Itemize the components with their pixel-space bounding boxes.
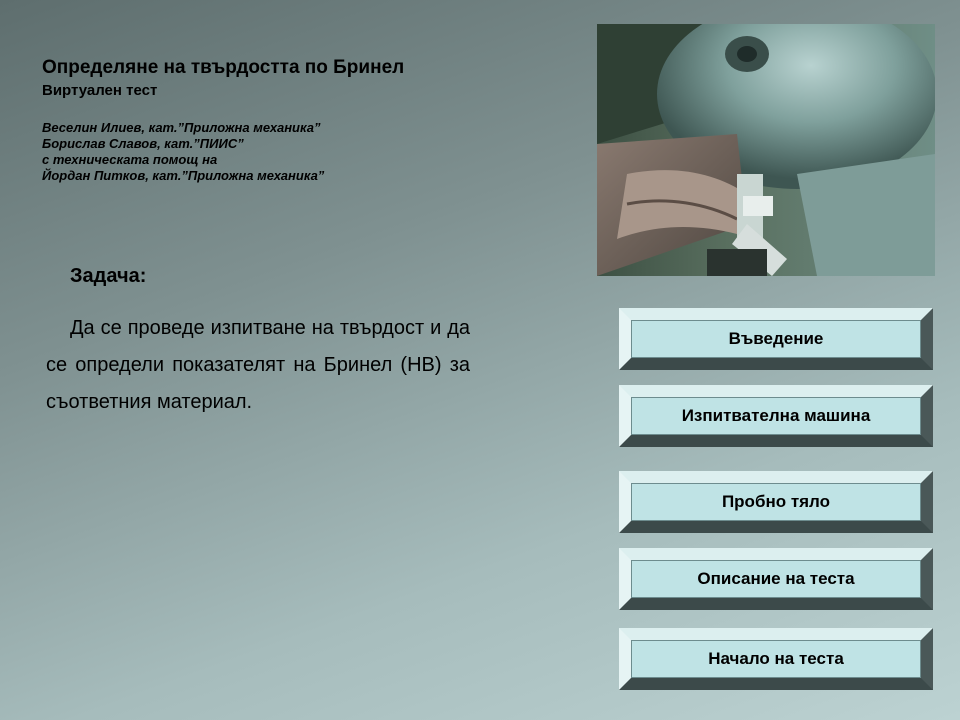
start-test-button-face[interactable]	[631, 640, 921, 678]
start-test-button[interactable]	[619, 628, 933, 690]
intro-button[interactable]	[619, 308, 933, 370]
specimen-button-label: Пробно тяло	[721, 492, 831, 511]
page-subtitle: Виртуален тест	[42, 82, 158, 99]
author-line: Йордан Питков, кат.”Приложна механика”	[42, 168, 325, 183]
task-heading: Задача:	[70, 265, 147, 287]
intro-button-face[interactable]	[631, 320, 921, 358]
brinell-machine-photo	[597, 24, 935, 276]
test-description-button[interactable]	[619, 548, 933, 610]
authors-block	[42, 120, 562, 184]
testing-machine-button[interactable]	[619, 385, 933, 447]
test-description-button-face[interactable]	[631, 560, 921, 598]
testing-machine-button-face[interactable]	[631, 397, 921, 435]
machine-photo-image	[597, 24, 935, 276]
author-line: Борислав Славов, кат.”ПИИС”	[42, 136, 244, 151]
task-description: Да се проведе изпитване на твърдост и да се определи показателят на Бринел (НВ) за съответния материал.	[46, 317, 470, 413]
header	[42, 56, 562, 184]
specimen-button-face[interactable]	[631, 483, 921, 521]
testing-machine-button-label: Изпитвателна машина	[681, 406, 871, 425]
specimen-button[interactable]	[619, 471, 933, 533]
page-title: Определяне на твърдостта по Бринел	[42, 57, 405, 78]
intro-button-label: Въведение	[728, 329, 824, 348]
author-line: Веселин Илиев, кат.”Приложна механика”	[42, 120, 321, 135]
test-description-button-label: Описание на теста	[697, 569, 855, 588]
author-line: с техническата помощ на	[42, 152, 218, 167]
start-test-button-label: Начало на теста	[708, 649, 844, 668]
